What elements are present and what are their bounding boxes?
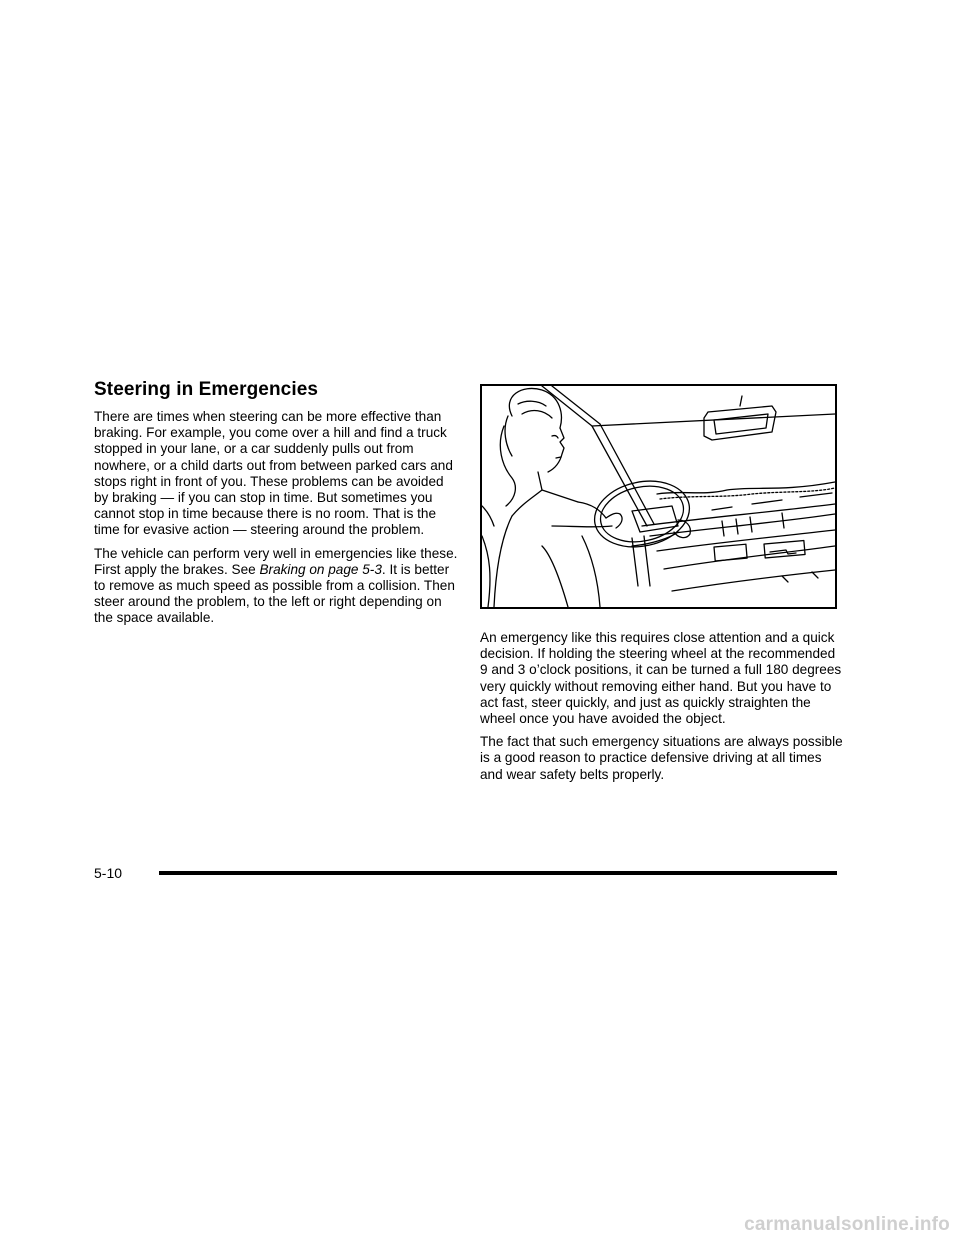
left-paragraph-2 <box>94 546 460 627</box>
driver-illustration-svg <box>482 386 835 607</box>
page-number: 5-10 <box>94 865 123 881</box>
right-paragraph-2: The fact that such emergency situations are always possible is a good reason to practice defensive driving at all times and wear safety belts properly. <box>480 734 843 782</box>
right-column <box>480 630 846 790</box>
section-heading: Steering in Emergencies <box>94 379 319 400</box>
right-paragraph-1: An emergency like this requires close attention and a quick decision. If holding the steering wheel at the recommended 9 and 3 o’clock positions, it can be turned a full 180 degrees very quickly without removing either hand. But you have to act fast, steer quickly, and just as quickly straighten the wheel once you have avoided the object. <box>480 630 842 727</box>
braking-cross-reference-link[interactable]: Braking on page 5-3 <box>259 561 382 577</box>
footer-rule <box>159 871 837 875</box>
driver-steering-illustration <box>480 384 837 609</box>
left-paragraph-2-text-a: The vehicle can perform very well in emergencies like these. First apply the brakes. See <box>94 545 458 577</box>
left-column <box>94 409 460 634</box>
left-paragraph-2-text-b: . It is better to remove as much speed as possible from a collision. Then steer around the problem, to the left or right depending on the space available. <box>94 561 455 626</box>
watermark-text: carmanualsonline.info <box>744 1214 950 1235</box>
left-paragraph-1: There are times when steering can be more effective than braking. For example, you come over a hill and find a truck stopped in your lane, or a car suddenly pulls out from nowhere, or a child darts out from between parked cars and stops right in front of you. These problems can be avoided by braking — if you can stop in time. But sometimes you cannot stop in time because there is no room. That is the time for evasive action — steering around the problem. <box>94 409 453 538</box>
